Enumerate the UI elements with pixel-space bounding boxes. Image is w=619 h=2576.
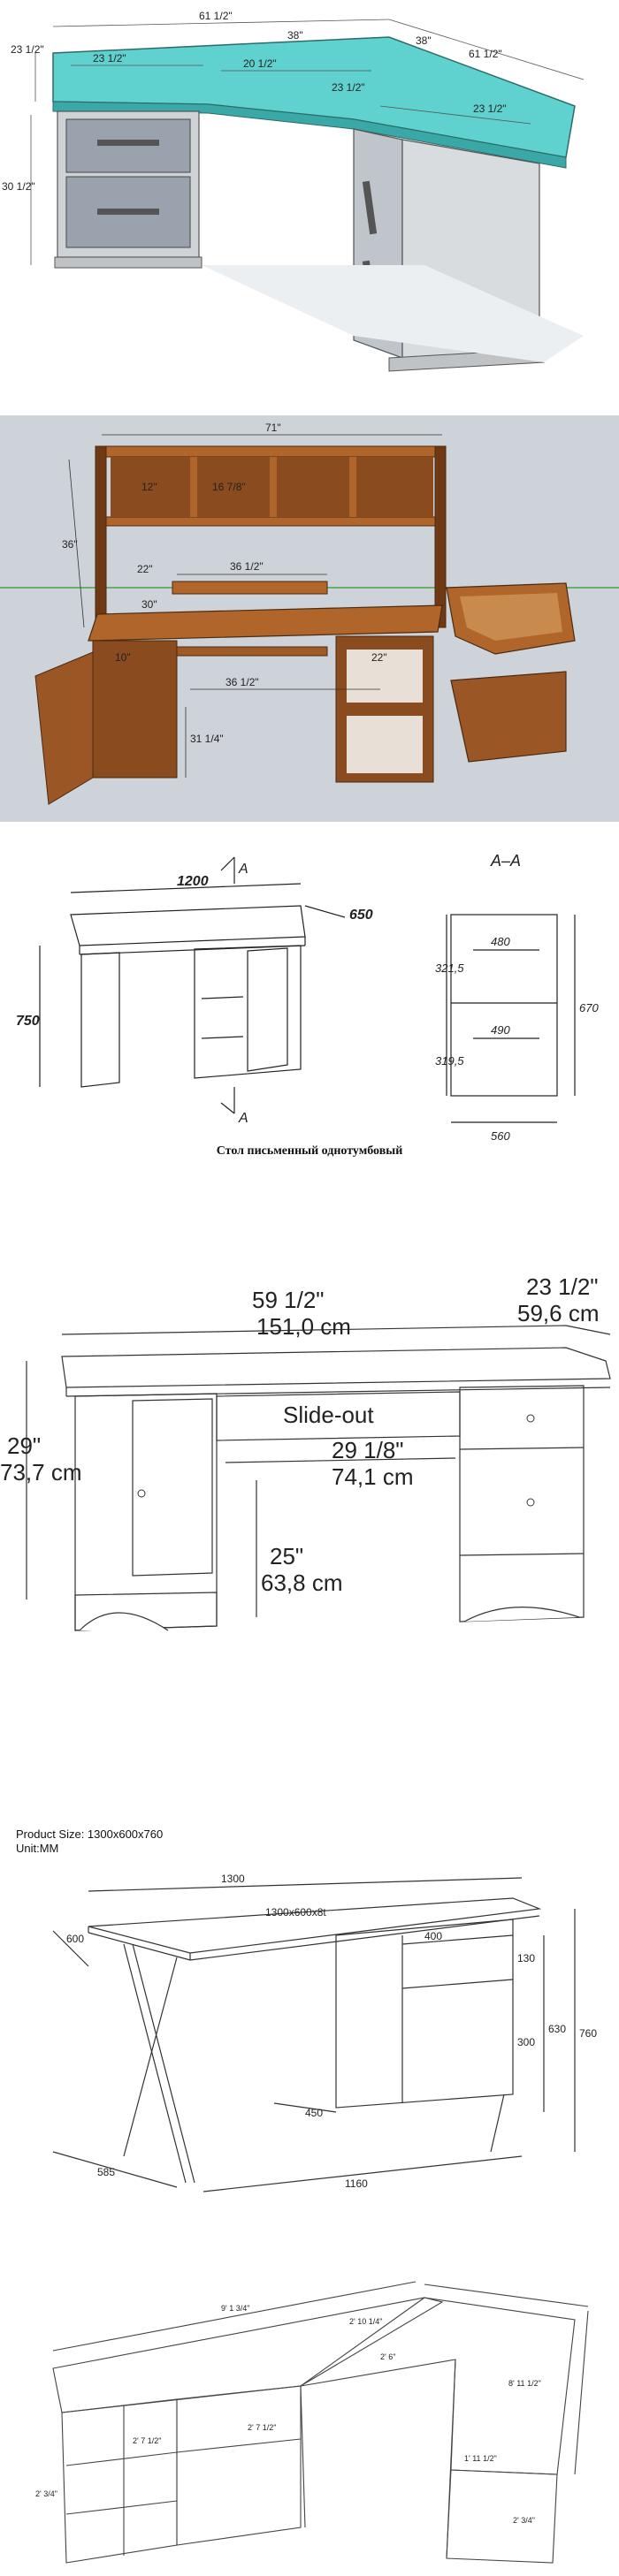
dim-label: 31 1/4" [190,733,224,745]
section-arrow [221,857,234,884]
dim-label: 2' 6" [380,2352,396,2361]
dim-label: 61 1/2" [199,10,233,22]
panel-single-pedestal-desk [0,822,619,1158]
monitor-shelf [172,581,327,594]
dim-label: 630 [548,2023,567,2035]
dim-label: 23 1/2" [11,43,44,56]
right-cabinet [447,2470,557,2563]
drawer-divider [402,1979,513,1988]
desk-top-edge [190,1916,539,1960]
left-base-arch [80,1613,168,1630]
section-mark: A [239,862,248,877]
handle [97,140,159,146]
dim-label: 319,5 [435,1054,464,1068]
dim-label: 16 7/8" [212,481,246,493]
hutch-divider [349,457,356,517]
x-leg-desk-drawing [0,1812,619,2253]
dim-label: 1300x600x8t [265,1906,326,1919]
dim-label: 25" [270,1543,304,1569]
dim-label: 650 [349,908,373,923]
dim-label: 59,6 cm [517,1300,600,1326]
left-cabinet-door [35,652,93,804]
dim-label: 29" [7,1432,42,1459]
hutch-shelf [102,517,442,526]
dim-label: 23 1/2" [526,1273,599,1300]
dim-label: 8' 11 1/2" [508,2379,541,2388]
bookcase-shelf [66,2501,177,2514]
dim-label: 12" [141,481,157,493]
x-leg [124,1957,177,2156]
dim-label: 760 [579,2027,598,2040]
dim-label: 321,5 [435,961,464,975]
section-arrow [221,1087,234,1113]
knob [527,1499,534,1506]
left-door [133,1399,212,1576]
dim-label: 36" [62,538,78,551]
panel-l-shaped-desk [0,2262,619,2576]
single-pedestal-drawing [0,822,619,1158]
bookcase-shelf [177,2439,301,2452]
pedestal-shelf [202,1037,243,1038]
dim-label: 151,0 cm [256,1313,351,1340]
hutch-side [435,446,446,627]
section-title: A–A [491,852,522,870]
dim-label: 10" [115,651,131,664]
dim-line [88,1878,522,1891]
dim-label: 23 1/2" [473,103,507,115]
drawer-divider [460,1554,584,1555]
dim-label: 1200 [177,874,209,889]
dim-label: 23 1/2" [93,52,126,65]
dim-label: 400 [424,1930,443,1942]
desk-top [62,1348,610,1387]
right-pedestal [460,1386,584,1622]
drawer-divider [402,1935,513,1944]
dim-label: 30 1/2" [2,180,35,193]
dim-label: 2' 7 1/2" [248,2423,277,2432]
unit-label: Unit:MM [16,1842,59,1855]
dim-line [424,2284,588,2306]
dim-label: 1' 11 1/2" [464,2454,497,2463]
bookcase-shelf [66,2452,177,2466]
dim-line [575,2311,588,2474]
knob [527,1415,534,1422]
dim-label: 750 [16,1014,40,1029]
product-size: Product Size: 1300x600x760 [16,1828,164,1841]
right-cabinet-opening [347,716,423,773]
left-plinth [55,257,202,268]
panel-double-pedestal-desk [0,1246,619,1741]
hutch-divider [190,457,197,517]
caption: Стол письменный однотумбовый [216,1144,403,1158]
dim-label: 38" [416,34,432,47]
corner-desk-teal-drawing [0,0,619,415]
section-mark: A [239,1111,248,1126]
dim-label: 585 [97,2166,116,2178]
dim-label: 63,8 cm [261,1569,343,1596]
panel-x-leg-desk [0,1812,619,2253]
knob [138,1490,145,1497]
desk-top [88,605,442,641]
dim-label: 130 [517,1952,536,1964]
hutch-divider [270,457,277,517]
dim-label: 300 [517,2036,536,2048]
dim-label: 74,1 cm [332,1463,414,1490]
dim-label: 560 [491,1129,510,1143]
desk-top-edge [88,1933,190,1960]
dim-label: 2' 10 1/4" [349,2317,383,2326]
dim-label: 36 1/2" [225,676,259,688]
dim-label: 490 [491,1023,510,1037]
handle [97,209,159,215]
left-leg-panel [81,953,119,1087]
dim-label: 600 [66,1933,85,1945]
dim-label: 73,7 cm [0,1459,82,1486]
double-pedestal-drawing [0,1246,619,1741]
desk-top [71,906,305,946]
pedestal-door [248,948,287,1071]
dim-line [305,906,345,917]
hutch-top [102,446,442,457]
dim-label: 71" [265,422,281,434]
dim-label: 2' 3/4" [513,2516,535,2525]
dim-label: 2' 3/4" [35,2489,57,2498]
slide-out-label: Slide-out [283,1402,374,1428]
leg [447,2359,455,2558]
dim-label: 22" [371,651,387,664]
pedestal-shelf [202,997,243,999]
hutch-desk-drawing [0,415,619,822]
keyboard-tray [177,647,327,656]
dim-label: 36 1/2" [230,560,264,573]
dim-label: 480 [491,935,510,948]
dim-label: 22" [137,563,153,575]
drawer-box [451,672,566,762]
dim-label: 30" [141,598,157,611]
dim-label: 1160 [345,2177,368,2190]
l-shaped-desk-drawing [0,2262,619,2576]
dim-label: 29 1/8" [332,1437,404,1463]
dim-label: 59 1/2" [252,1287,325,1313]
drawer-unit [336,1919,513,2108]
dim-label: 9' 1 3/4" [221,2304,250,2313]
dim-label: 23 1/2" [332,81,365,94]
rear-leg [491,2094,504,2152]
drawer-divider [460,1448,584,1449]
leg [301,2386,305,2527]
panel-hutch-desk [0,415,619,822]
dim-label: 61 1/2" [469,48,502,60]
x-leg [124,1944,186,2183]
dim-line [566,1326,610,1334]
dim-label: 2' 7 1/2" [133,2436,162,2445]
x-leg [133,1944,195,2183]
panel-corner-desk-teal [0,0,619,415]
dim-label: 38" [287,29,303,42]
middle-bookcase [177,2386,301,2545]
dim-label: 450 [305,2107,324,2119]
dim-label: 670 [579,1001,599,1014]
left-bookcase [62,2399,177,2563]
dim-line [53,2282,416,2351]
dim-label: 20 1/2" [243,57,277,70]
dim-label: 1300 [221,1873,245,1885]
left-cabinet [93,641,177,778]
hutch-side [96,446,106,627]
